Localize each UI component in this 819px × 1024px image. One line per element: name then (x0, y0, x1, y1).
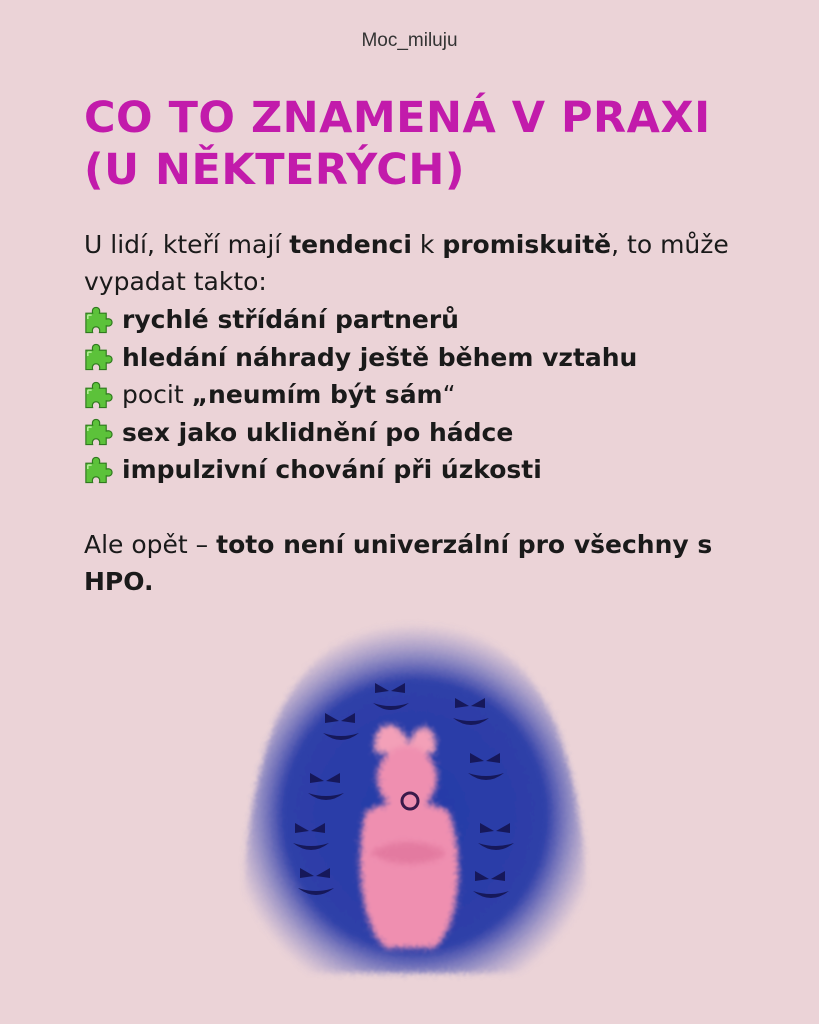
intro-bold-promiscuity: promiskuitě (442, 230, 612, 259)
list-item (82, 301, 782, 339)
account-handle: Moc_miluju (361, 30, 458, 51)
puzzle-piece-icon (82, 418, 113, 446)
closing-bold: toto není univerzální pro všechny s HPO. (84, 530, 713, 596)
symptom-list (82, 301, 782, 489)
closing-text: Ale opět – (84, 530, 217, 559)
intro-text: U lidí, kteří mají (84, 230, 290, 259)
list-item (82, 414, 782, 452)
list-item-text: sex jako uklidnění po hádce (122, 417, 514, 447)
list-item (82, 339, 782, 377)
puzzle-piece-icon (82, 381, 113, 409)
closing-paragraph (84, 526, 724, 600)
intro-text: , to může vypadat takto: (84, 230, 729, 296)
list-item-text: rychlé střídání partnerů (122, 305, 459, 334)
intro-bold-tendency: tendenci (289, 230, 412, 259)
intro-text: k (411, 230, 443, 259)
list-item-text: pocit „neumím být sám“ (122, 380, 456, 409)
list-item (82, 376, 782, 414)
puzzle-piece-icon (82, 306, 113, 334)
slide-title: CO TO ZNAMENÁ V PRAXI (U NĚKTERÝCH) (84, 93, 711, 195)
intro-paragraph (84, 226, 774, 300)
anxious-person-illustration (225, 603, 605, 983)
list-item-text: hledání náhrady ještě během vztahu (122, 342, 638, 372)
list-item (82, 451, 782, 489)
puzzle-piece-icon (82, 343, 113, 371)
list-item-text: impulzivní chování při úzkosti (122, 455, 542, 484)
puzzle-piece-icon (82, 456, 113, 484)
